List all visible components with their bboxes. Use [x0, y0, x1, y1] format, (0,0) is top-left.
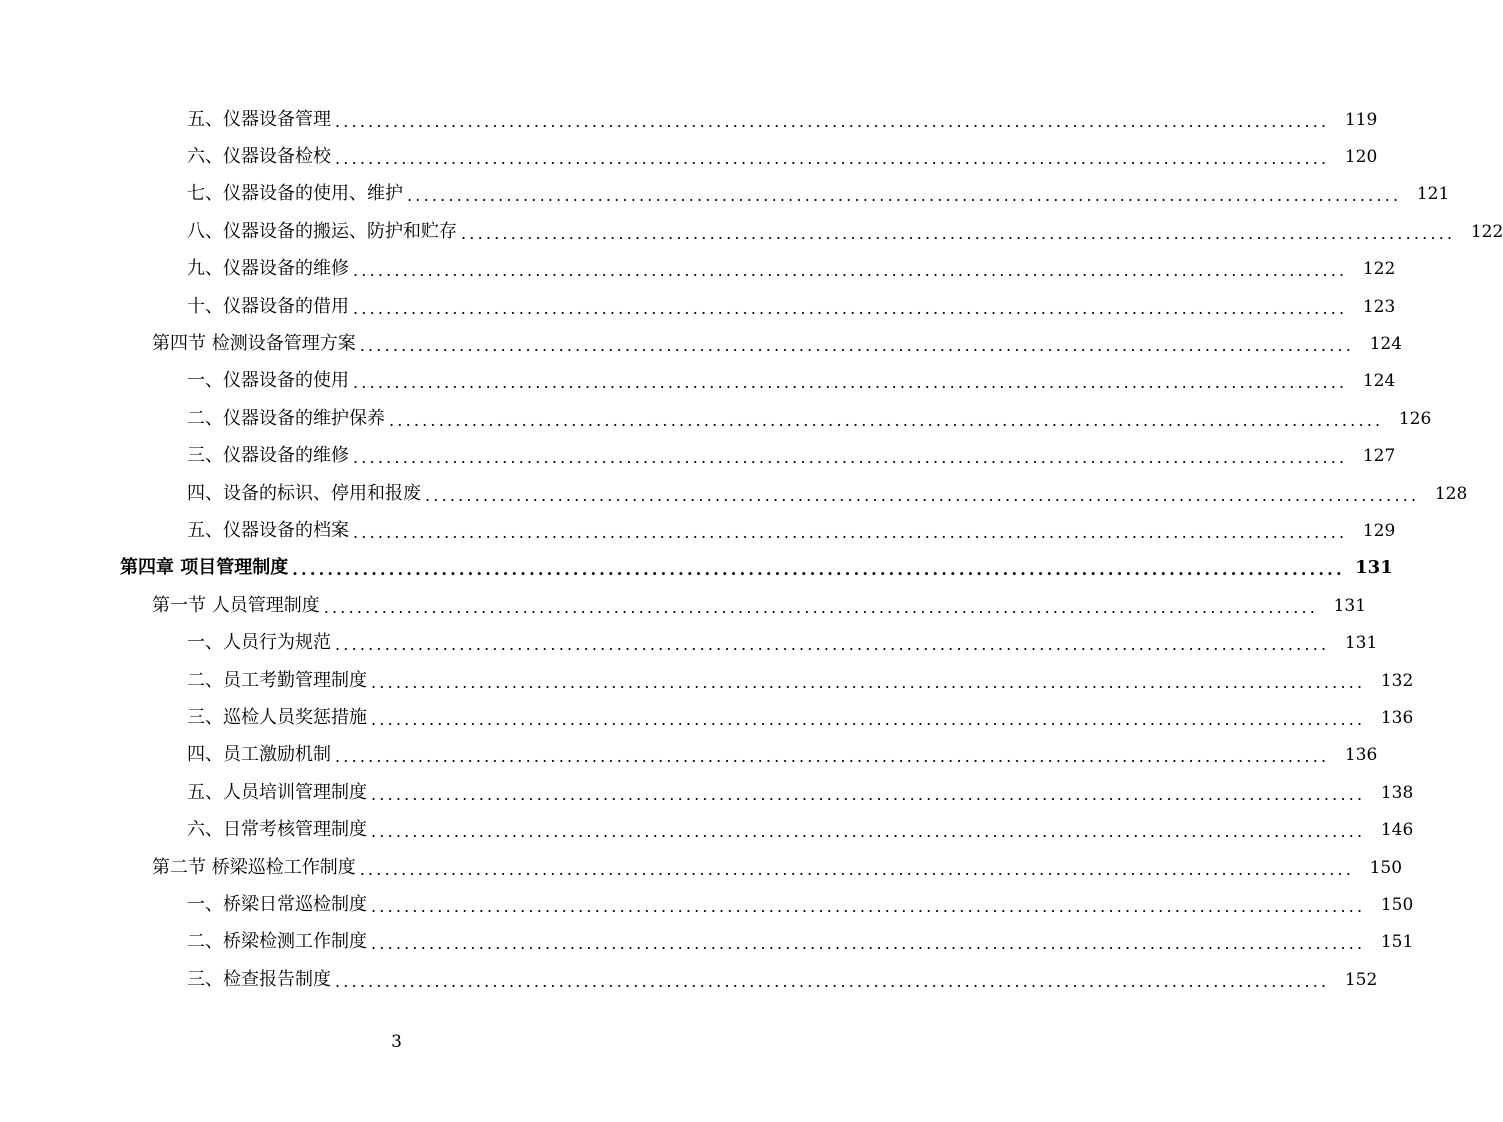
toc-entry[interactable]	[0, 587, 1367, 624]
toc-dot-leader: ........................................................................................................................	[371, 896, 1366, 916]
toc-dot-leader: ........................................................................................................................	[371, 784, 1366, 804]
toc-entry[interactable]	[0, 774, 1414, 811]
toc-entry[interactable]	[0, 251, 1396, 288]
toc-dot-leader: ........................................................................................................................	[335, 149, 1330, 169]
toc-dot-leader: ........................................................................................................................	[353, 373, 1348, 393]
toc-dot-leader: ........................................................................................................................	[389, 410, 1384, 430]
toc-entry-label: 十、仪器设备的借用	[187, 295, 349, 317]
toc-entry-label: 五、人员培训管理制度	[187, 781, 367, 803]
toc-entry[interactable]	[0, 400, 1432, 437]
toc-entry-label: 五、仪器设备管理	[187, 108, 331, 130]
toc-entry-label: 第一节 人员管理制度	[152, 594, 320, 616]
toc-entry-page: 146	[1380, 820, 1414, 841]
toc-entry[interactable]	[0, 325, 1403, 362]
toc-entry[interactable]	[0, 849, 1403, 886]
toc-dot-leader: ........................................................................................................................	[407, 186, 1402, 206]
toc-entry-page: 150	[1380, 894, 1414, 915]
toc-entry-label: 四、设备的标识、停用和报废	[187, 482, 421, 504]
toc-entry[interactable]	[0, 737, 1378, 774]
toc-entry-page: 128	[1434, 483, 1468, 504]
toc-entry-label: 五、仪器设备的档案	[187, 519, 349, 541]
toc-dot-leader: ........................................................................................................................	[353, 448, 1348, 468]
toc-entry-page: 121	[1416, 184, 1450, 205]
toc-entry[interactable]	[0, 886, 1414, 923]
toc-dot-leader: ........................................................................................................................	[353, 261, 1348, 281]
toc-entry-label: 一、仪器设备的使用	[187, 370, 349, 392]
toc-entry[interactable]	[0, 101, 1378, 138]
toc-entry[interactable]	[0, 138, 1378, 175]
toc-entry-label: 九、仪器设备的维修	[187, 258, 349, 280]
toc-entry-page: 136	[1380, 707, 1414, 728]
toc-entry-page: 152	[1344, 969, 1378, 990]
toc-dot-leader: ........................................................................................................................	[335, 971, 1330, 991]
toc-entry[interactable]	[0, 811, 1414, 848]
toc-dot-leader: ........................................................................................................................	[425, 485, 1420, 505]
toc-entry-page: 122	[1362, 259, 1396, 280]
toc-dot-leader: ........................................................................................................................	[371, 822, 1366, 842]
toc-entry-label: 三、仪器设备的维修	[187, 445, 349, 467]
toc-entry[interactable]	[0, 961, 1378, 998]
toc-entry[interactable]	[0, 288, 1396, 325]
toc-entry-label: 二、桥梁检测工作制度	[187, 931, 367, 953]
toc-dot-leader: ........................................................................................................................	[335, 635, 1330, 655]
toc-entry[interactable]	[0, 512, 1396, 549]
toc-dot-leader: ........................................................................................................................	[371, 709, 1366, 729]
toc-entry-label: 八、仪器设备的搬运、防护和贮存	[187, 220, 457, 242]
toc-entry-label: 第二节 桥梁巡检工作制度	[152, 856, 356, 878]
toc-dot-leader: ........................................................................................................................	[371, 934, 1366, 954]
toc-dot-leader: ........................................................................................................................	[323, 597, 1319, 617]
toc-dot-leader: ........................................................................................................................	[335, 111, 1330, 131]
table-of-contents	[0, 101, 1503, 998]
toc-entry-label: 二、员工考勤管理制度	[187, 669, 367, 691]
toc-entry-label: 二、仪器设备的维护保养	[187, 407, 385, 429]
page-number: 3	[391, 1032, 402, 1052]
toc-dot-leader: ........................................................................................................................	[461, 223, 1456, 243]
toc-entry-page: 119	[1344, 109, 1378, 130]
toc-entry-page: 151	[1380, 932, 1414, 953]
toc-entry-page: 129	[1362, 520, 1396, 541]
toc-entry[interactable]	[0, 624, 1378, 661]
toc-entry[interactable]	[0, 699, 1414, 736]
toc-entry[interactable]	[0, 662, 1414, 699]
toc-entry-page: 131	[1333, 595, 1367, 616]
toc-entry[interactable]	[0, 475, 1468, 512]
toc-entry-page: 150	[1369, 857, 1403, 878]
toc-entry-page: 124	[1362, 371, 1396, 392]
toc-dot-leader: ........................................................................................................................	[335, 747, 1330, 767]
toc-dot-leader: ........................................................................................................................	[353, 522, 1348, 542]
toc-entry-label: 三、巡检人员奖惩措施	[187, 706, 367, 728]
toc-entry-page: 132	[1380, 670, 1414, 691]
toc-entry-label: 第四章 项目管理制度	[120, 557, 289, 579]
toc-dot-leader: ........................................................................................................................	[371, 672, 1366, 692]
toc-dot-leader: ........................................................................................................................	[353, 298, 1348, 318]
toc-dot-leader: ........................................................................................................................	[292, 560, 1345, 580]
toc-dot-leader: ........................................................................................................................	[359, 336, 1355, 356]
toc-entry-page: 127	[1362, 446, 1396, 467]
toc-entry-label: 三、检查报告制度	[187, 968, 331, 990]
toc-entry-page: 126	[1398, 408, 1432, 429]
toc-entry-label: 六、仪器设备检校	[187, 146, 331, 168]
toc-entry-label: 一、桥梁日常巡检制度	[187, 893, 367, 915]
toc-dot-leader: ........................................................................................................................	[359, 859, 1355, 879]
toc-entry[interactable]	[0, 438, 1396, 475]
toc-entry[interactable]	[0, 213, 1503, 250]
toc-entry-page: 131	[1344, 633, 1378, 654]
toc-entry[interactable]	[0, 176, 1450, 213]
toc-entry-page: 138	[1380, 782, 1414, 803]
toc-entry-label: 一、人员行为规范	[187, 632, 331, 654]
toc-entry-page: 122	[1470, 221, 1503, 242]
toc-entry-page: 131	[1355, 557, 1393, 579]
toc-entry-page: 124	[1369, 334, 1403, 355]
toc-entry[interactable]	[0, 363, 1396, 400]
toc-entry[interactable]	[0, 550, 1393, 587]
toc-entry-page: 120	[1344, 147, 1378, 168]
toc-entry-label: 六、日常考核管理制度	[187, 819, 367, 841]
toc-entry-label: 四、员工激励机制	[187, 744, 331, 766]
toc-entry-page: 136	[1344, 745, 1378, 766]
toc-entry-label: 第四节 检测设备管理方案	[152, 333, 356, 355]
toc-entry[interactable]	[0, 924, 1414, 961]
toc-entry-page: 123	[1362, 296, 1396, 317]
toc-entry-label: 七、仪器设备的使用、维护	[187, 183, 403, 205]
